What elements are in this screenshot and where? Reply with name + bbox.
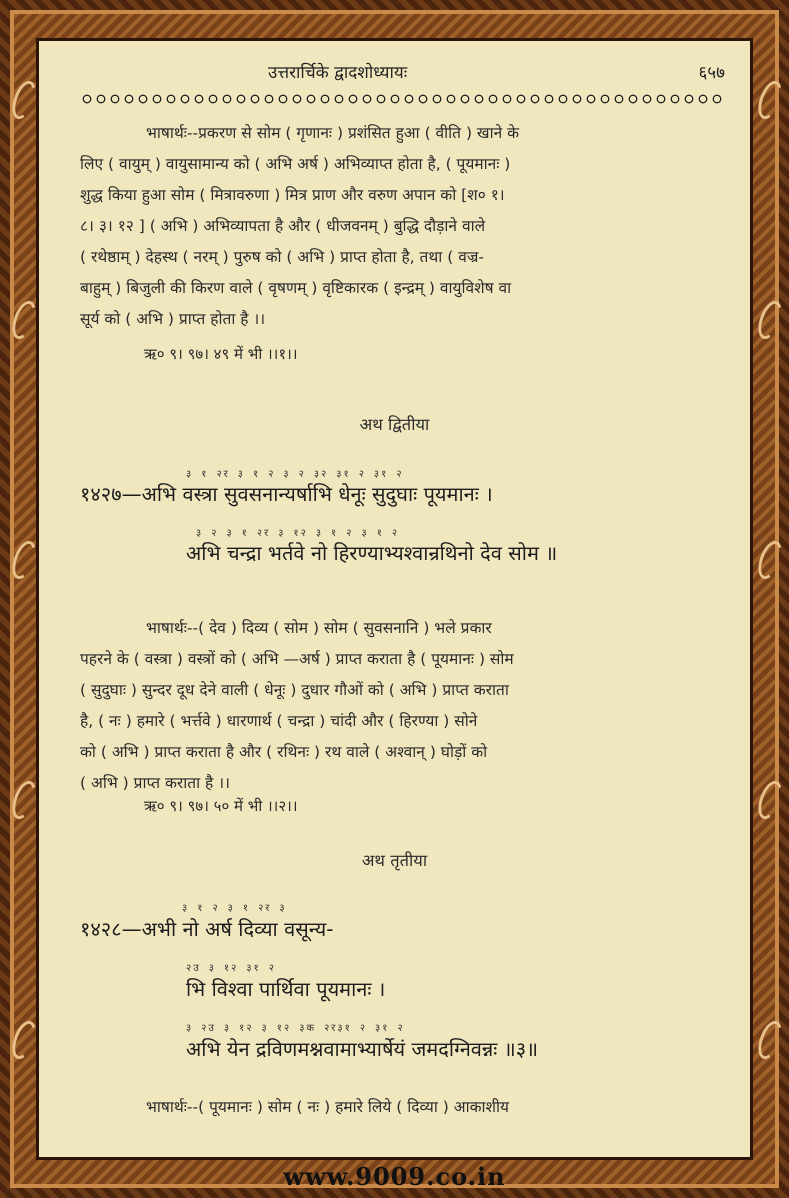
rigveda-reference: ऋ० ९। ९७। ५० में भी ।।२।। — [144, 797, 298, 815]
book-page — [36, 38, 753, 1160]
text-line: पहरने के ( वस्त्रा ) वस्त्रों को ( अभि —अर्ष ) प्राप्त कराता है ( पूयमानः ) सोम — [80, 650, 514, 668]
bhasharth-paragraph-3 — [80, 1092, 712, 1123]
website-watermark: www.9009.co.in — [283, 1162, 506, 1191]
text-line: भाषार्थः--प्रकरण से सोम ( गृणानः ) प्रशंसित हुआ ( वीति ) खाने के — [146, 124, 520, 142]
chapter-title: उत्तरार्चिके द्वादशोध्यायः — [268, 63, 408, 83]
section-heading: अथ तृतीया — [361, 851, 428, 870]
mantra-line: १४२८—अभी नो अर्ष दिव्या वसून्य- — [80, 917, 334, 941]
text-line: ( अभि ) प्राप्त कराता है ।। — [80, 774, 230, 792]
text-line: सूर्य को ( अभि ) प्राप्त होता है ।। — [80, 310, 266, 328]
text-line: ८। ३। १२ ] ( अभि ) अभिव्यापता है और ( धीजवनम् ) बुद्धि दौड़ाने वाले — [80, 217, 486, 235]
mantra-line: १४२७—अभि वस्त्रा सुवसनान्यर्षाभि धेनूः सुदुघाः पूयमानः । — [80, 482, 493, 506]
accent-marks: ३ २उ ३ १२ ३ १२ ३क २र३१ २ ३१ २ — [186, 1023, 405, 1034]
text-line: बाहुम् ) बिजुली की किरण वाले ( वृषणम् ) वृष्टिकारक ( इन्द्रम् ) वायुविशेष वा — [80, 279, 512, 297]
accent-marks: २उ ३ १२ ३१ २ — [186, 963, 276, 974]
mantra-line: अभि येन द्रविणमश्नवामाभ्यार्षेयं जमदग्निवन्नः ॥३॥ — [186, 1037, 539, 1061]
bhasharth-paragraph-2 — [80, 613, 712, 799]
accent-marks: ३ १ २र ३ १ २ ३ २ ३२ ३१ २ ३१ २ — [186, 469, 404, 480]
text-line: को ( अभि ) प्राप्त कराता है और ( रथिनः ) रथ वाले ( अश्वान् ) घोड़ों को — [80, 743, 488, 761]
text-line: है, ( नः ) हमारे ( भर्त्तवे ) धारणार्थ ( चन्द्रा ) चांदी और ( हिरण्या ) सोने — [80, 712, 478, 730]
bhasharth-paragraph-1 — [80, 118, 712, 335]
text-line: ( सुदुघाः ) सुन्दर दूध देने वाली ( धेनूः ) दुधार गौओं को ( अभि ) प्राप्त कराता — [80, 681, 509, 699]
text-line: भाषार्थः--( पूयमानः ) सोम ( नः ) हमारे लिये ( दिव्या ) आकाशीय — [146, 1098, 510, 1116]
rigveda-reference: ऋ० ९। ९७। ४९ में भी ।।१।। — [144, 345, 298, 363]
page-number: ६५७ — [698, 63, 725, 83]
accent-marks: ३ २ ३ १ २र ३ १२ ३ १ २ ३ १ २ — [196, 528, 400, 539]
accent-marks: ३ १ २ ३ १ २र ३ — [182, 903, 287, 914]
text-line: लिए ( वायुम् ) वायुसामान्य को ( अभि अर्ष ) अभिव्याप्त होता है, ( पूयमानः ) — [80, 155, 511, 173]
text-line: शुद्ध किया हुआ सोम ( मित्रावरुणा ) मित्र प्राण और वरुण अपान को [श० १। — [80, 186, 505, 204]
divider-ornament — [82, 94, 722, 104]
section-heading: अथ द्वितीया — [359, 415, 430, 434]
text-line: भाषार्थः--( देव ) दिव्य ( सोम ) सोम ( सुवसनानि ) भले प्रकार — [146, 619, 492, 637]
mantra-line: अभि चन्द्रा भर्तवे नो हिरण्याभ्यश्वान्रथिनो देव सोम ॥ — [186, 541, 558, 565]
mantra-line: भि विश्वा पार्थिवा पूयमानः । — [186, 977, 386, 1001]
text-line: ( रथेष्ठाम् ) देहस्थ ( नरम् ) पुरुष को ( अभि ) प्राप्त होता है, तथा ( वज्र- — [80, 248, 484, 266]
